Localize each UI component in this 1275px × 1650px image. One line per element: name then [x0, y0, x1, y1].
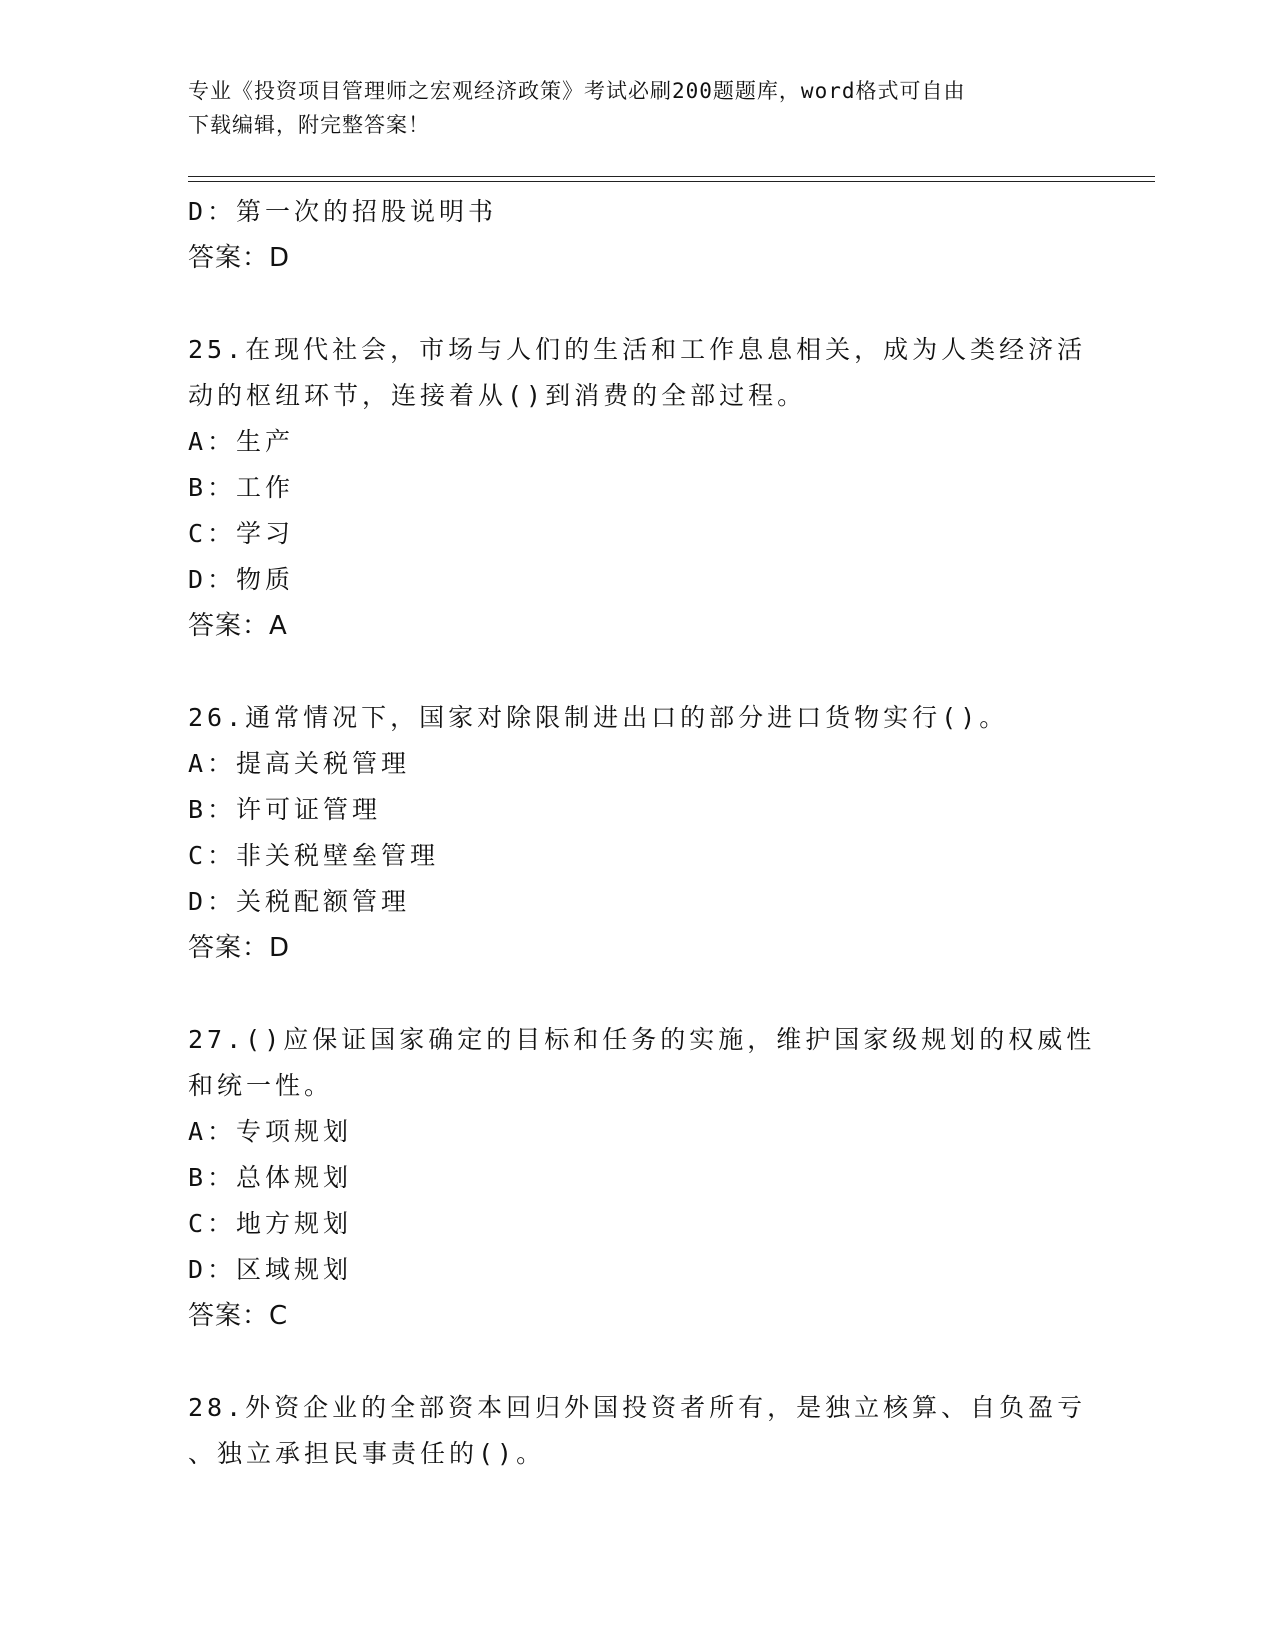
document-header [188, 74, 1068, 142]
header-line-1: 专业《投资项目管理师之宏观经济政策》考试必刷200题题库，word格式可自由 [188, 79, 966, 103]
answer-label: 答案：C [188, 1301, 289, 1331]
spacer [188, 649, 1088, 695]
option-c: C：学习 [188, 519, 295, 548]
answer-label: 答案：A [188, 611, 288, 641]
option-a: A：生产 [188, 427, 295, 456]
question-text-line: 28.外资企业的全部资本回归外国投资者所有，是独立核算、自负盈亏 [188, 1393, 1087, 1422]
answer-label: 答案：D [188, 933, 291, 963]
spacer [188, 1339, 1088, 1385]
question-25 [188, 327, 1088, 649]
question-text-line: 25.在现代社会，市场与人们的生活和工作息息相关，成为人类经济活 [188, 335, 1087, 364]
option-d: D：区域规划 [188, 1255, 353, 1284]
question-fragment [188, 189, 1088, 281]
option-a: A：提高关税管理 [188, 749, 411, 778]
question-text-line: 动的枢纽环节，连接着从()到消费的全部过程。 [188, 381, 807, 410]
option-b: B：工作 [188, 473, 295, 502]
option-c: C：地方规划 [188, 1209, 353, 1238]
spacer [188, 281, 1088, 327]
option-b: B：总体规划 [188, 1163, 353, 1192]
question-26 [188, 695, 1088, 971]
option-a: A：专项规划 [188, 1117, 353, 1146]
document-body [188, 189, 1096, 1477]
option-b: B：许可证管理 [188, 795, 382, 824]
question-text-line: 、独立承担民事责任的()。 [188, 1439, 546, 1468]
question-text-line: 和统一性。 [188, 1071, 334, 1100]
option-d: D：第一次的招股说明书 [188, 197, 498, 226]
option-d: D：关税配额管理 [188, 887, 411, 916]
question-text-line: 27.()应保证国家确定的目标和任务的实施，维护国家级规划的权威性 [188, 1025, 1096, 1054]
header-divider-top [188, 176, 1155, 177]
question-28 [188, 1385, 1088, 1477]
answer-label: 答案：D [188, 243, 291, 273]
spacer [188, 971, 1088, 1017]
question-27 [188, 1017, 1096, 1339]
option-c: C：非关税壁垒管理 [188, 841, 440, 870]
option-d: D：物质 [188, 565, 295, 594]
header-divider-bottom [188, 181, 1155, 182]
question-text-line: 26.通常情况下，国家对除限制进出口的部分进口货物实行()。 [188, 703, 1009, 732]
header-line-2: 下载编辑，附完整答案！ [188, 113, 430, 137]
